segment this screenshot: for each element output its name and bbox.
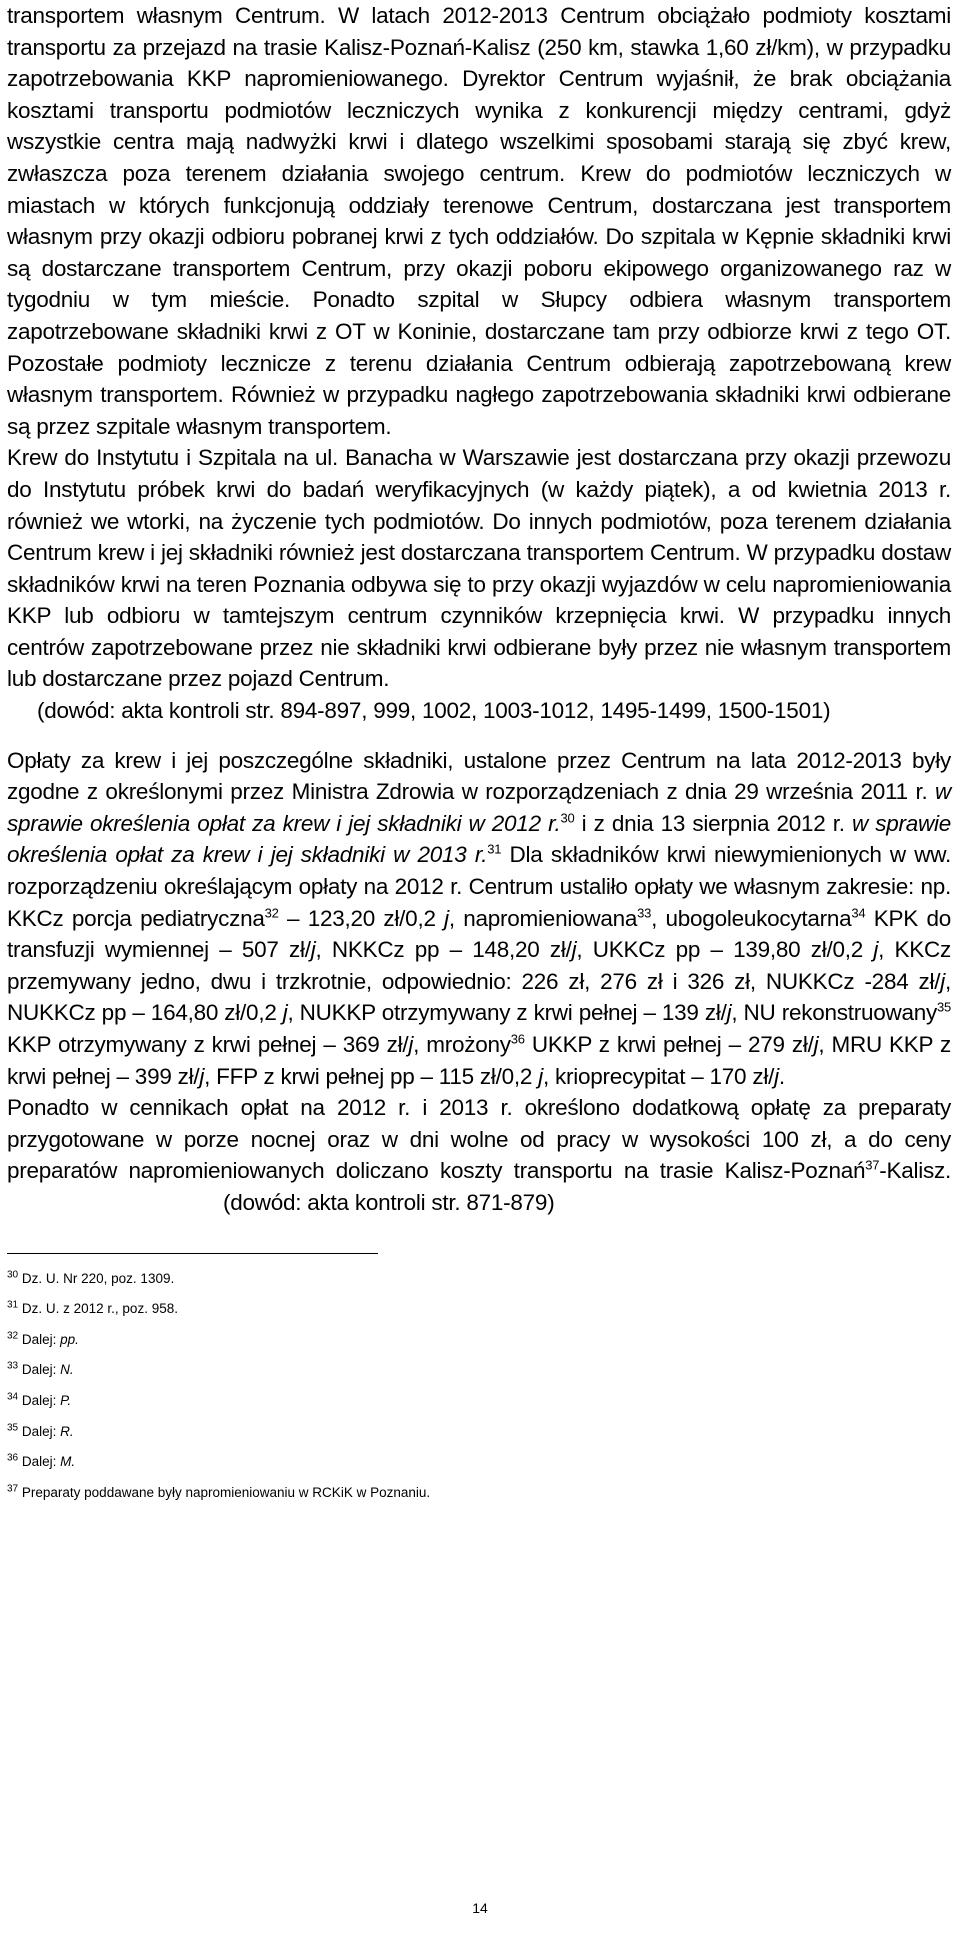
footnote-37: $^{37}$ Preparaty poddawane były napromieniowaniu w RCKiK w Poznaniu. <box>7 1483 431 1500</box>
footnote-ref-32[interactable]: 32 <box>264 905 279 921</box>
footnote-ref-31[interactable]: 31 <box>487 841 502 857</box>
footnote-33: $^{33}$ Dalej: N. <box>7 1360 74 1378</box>
footnote-separator <box>7 1253 378 1254</box>
footnote-32: $^{32}$ Dalej: pp. <box>7 1330 79 1347</box>
body-text <box>7 0 951 1219</box>
evidence-reference-2: (dowód: akta kontroli str. 871-879) <box>223 1189 555 1215</box>
document-page <box>7 0 951 1508</box>
footnote-34: $^{34}$ Dalej: P. <box>7 1391 72 1408</box>
footnote-ref-35[interactable]: 35 <box>937 999 951 1015</box>
footnote-30: $^{30}$ Dz. U. Nr 220, poz. 1309. <box>7 1269 175 1286</box>
footnote-ref-34[interactable]: 34 <box>851 905 866 921</box>
page-number: 14 <box>472 1900 488 1916</box>
paragraph-institute-delivery: Krew do Instytutu i Szpitala na ul. Banacha w Warszawie jest dostarczana przy okazji przewozu do Instytutu próbek krwi do badań weryfikacyjnych (w każdy piątek), a od kwietnia 2013 r. również we wtorki, na życzenie tych podmiotów. Do innych podmiotów, poza terenem działania Centrum krew i jej składniki również jest dostarczana transportem Centrum. W przypadku dostaw składników krwi na teren Poznania odbywa się to przy okazji wyjazdów w celu napromieniowania KKP lub odbioru w tamtejszym centrum czynników krzepnięcia krwi. W przypadku innych centrów zapotrzebowane przez nie składniki krwi odbierane były przez nie własnym transportem lub dostarczane przez pojazd Centrum. <box>7 445 951 692</box>
evidence-reference-1: (dowód: akta kontroli str. 894-897, 999, 1002, 1003-1012, 1495-1499, 1500-1501) <box>37 698 831 724</box>
footnote-ref-30[interactable]: 30 <box>560 810 575 826</box>
footnote-36: $^{36}$ Dalej: M. <box>7 1452 76 1470</box>
footnote-35: $^{35}$ Dalej: R. <box>7 1422 74 1439</box>
footnote-31: $^{31}$ Dz. U. z 2012 r., poz. 958. <box>7 1299 178 1317</box>
footnotes <box>7 1264 951 1509</box>
footnote-ref-37[interactable]: 37 <box>865 1157 880 1173</box>
footnote-ref-36[interactable]: 36 <box>510 1031 525 1047</box>
paragraph-spacer <box>7 727 951 745</box>
paragraph-transport-costs: transportem własnym Centrum. W latach 2012-2013 Centrum obciążało podmioty kosztami transportu za przejazd na trasie Kalisz-Poznań-Kalisz (250 km, stawka 1,60 zł/km), w przypadku zapotrzebowania KKP napromieniowanego. Dyrektor Centrum wyjaśnił, że brak obciążania kosztami transportu podmiotów leczniczych wynika z konkurencji między centrami, gdyż wszystkie centra mają nadwyżki krwi i dlatego wszelkimi sposobami starają się zbyć krew, zwłaszcza poza terenem działania swojego centrum. Krew do podmiotów leczniczych w miastach w których funkcjonują oddziały terenowe Centrum, dostarczana jest transportem własnym przy okazji odbioru pobranej krwi z tych oddziałów. Do szpitala w Kępnie składniki krwi są dostarczane transportem Centrum, przy okazji poboru ekipowego organizowanego raz w tygodniu w tym mieście. Ponadto szpital w Słupcy odbiera własnym transportem zapotrzebowane składniki krwi z OT w Koninie, dostarczane tam przy odbiorze krwi z tego OT. Pozostałe podmioty lecznicze z terenu działania Centrum odbierają zapotrzebowaną krew własnym transportem. Również w przypadku nagłego zapotrzebowania składniki krwi odbierane są przez szpitale własnym transportem. <box>7 3 951 439</box>
paragraph-fees: Opłaty za krew i jej poszczególne składniki, ustalone przez Centrum na lata 2012-2013 były zgodne z określonymi przez Ministra Zdrowia w rozporządzeniach z dnia 29 września 2011 r. w sprawie określenia opłat za krew i jej składniki w 2012 r.$^{30}$ i z dnia 13 sierpnia 2012 r. w sprawie określenia opłat za krew i jej składniki w 2013 r.$^{31}$ Dla składników krwi niewymienionych w ww. rozporządzeniu określającym opłaty na 2012 r. Centrum ustaliło opłaty we własnym zakresie: np. KKCz porcja pediatryczna$^{32}$ – 123,20 zł/0,2 j, napromieniowana$^{33}$, ubogoleukocytarna$^{34}$ KPK do transfuzji wymiennej – 507 zł/j, NKKCz pp – 148,20 zł/j, UKKCz pp – 139,80 zł/0,2 j, KKCz przemywany jedno, dwu i trzkrotnie, odpowiednio: 226 zł, 276 zł i 326 zł, NUKKCz -284 zł/j, NUKKCz pp – 164,80 zł/0,2 j, NUKKP otrzymywany z krwi pełnej – 139 zł/j, NU rekonstruowany$^{35}$ KKP otrzymywany z krwi pełnej – 369 zł/j, mrożony$^{36}$ UKKP z krwi pełnej – 279 zł/j, MRU KKP z krwi pełnej – 399 zł/j, FFP z krwi pełnej pp – 115 zł/0,2 j, krioprecypitat – 170 zł/j. <box>7 747 951 1089</box>
footnote-ref-33[interactable]: 33 <box>637 905 652 921</box>
paragraph-extra-fees: Ponadto w cennikach opłat na 2012 r. i 2013 r. określono dodatkową opłatę za preparaty przygotowane w porze nocnej oraz w dni wolne od pracy w wysokości 100 zł, a do ceny preparatów napromieniowanych doliczano koszty transportu na trasie Kalisz-Poznań$^{37}$-Kalisz.(dowód: akta kontroli str. 871-879) <box>7 1095 951 1215</box>
